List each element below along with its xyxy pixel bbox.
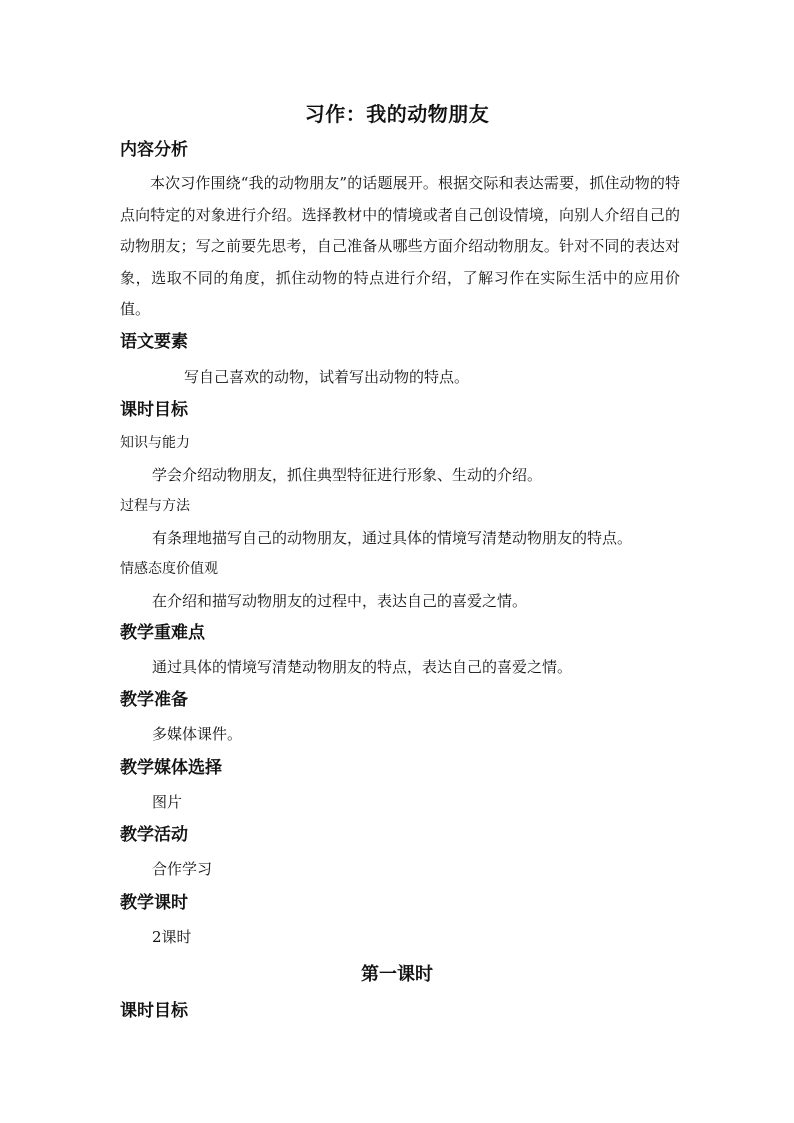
language-elements-heading: 语文要素 [120, 332, 188, 352]
emotion-values-label: 情感态度价值观 [120, 561, 218, 577]
media-text: 图片 [152, 793, 183, 811]
preparation-text: 多媒体课件。 [152, 725, 243, 743]
content-analysis-heading: 内容分析 [120, 140, 188, 160]
process-method-label: 过程与方法 [120, 498, 190, 514]
knowledge-ability-label: 知识与能力 [120, 435, 190, 451]
first-lesson-goals-heading: 课时目标 [120, 1001, 188, 1021]
activity-text: 合作学习 [152, 860, 213, 878]
key-points-text: 通过具体的情境写清楚动物朋友的特点，表达自己的喜爱之情。 [152, 658, 573, 676]
content-analysis-paragraph: 本次习作围绕“我的动物朋友”的话题展开。根据交际和表达需要，抓住动物的特点向特定的对象进行介绍。选择教材中的情境或者自己创设情境，向别人介绍自己的动物朋友；写之前要先思考，自己准备从哪些方面介绍动物朋友。针对不同的表达对象，选取不同的角度，抓住动物的特点进行介绍，了解习作在实际生活中的应用价值。 [120, 174, 680, 318]
activity-heading: 教学活动 [120, 825, 188, 845]
media-heading: 教学媒体选择 [120, 758, 222, 778]
hours-text: 2课时 [152, 928, 192, 946]
knowledge-ability-text: 学会介绍动物朋友，抓住典型特征进行形象、生动的介绍。 [152, 466, 543, 484]
key-points-heading: 教学重难点 [120, 623, 205, 643]
emotion-values-text: 在介绍和描写动物朋友的过程中，表达自己的喜爱之情。 [152, 592, 528, 610]
first-lesson-heading: 第一课时 [361, 964, 433, 985]
process-method-text: 有条理地描写自己的动物朋友，通过具体的情境写清楚动物朋友的特点。 [152, 529, 633, 547]
language-elements-text: 写自己喜欢的动物，试着写出动物的特点。 [184, 368, 470, 386]
lesson-goals-heading: 课时目标 [120, 400, 188, 420]
document-title: 习作：我的动物朋友 [304, 102, 490, 126]
hours-heading: 教学课时 [120, 893, 188, 913]
preparation-heading: 教学准备 [120, 690, 188, 710]
